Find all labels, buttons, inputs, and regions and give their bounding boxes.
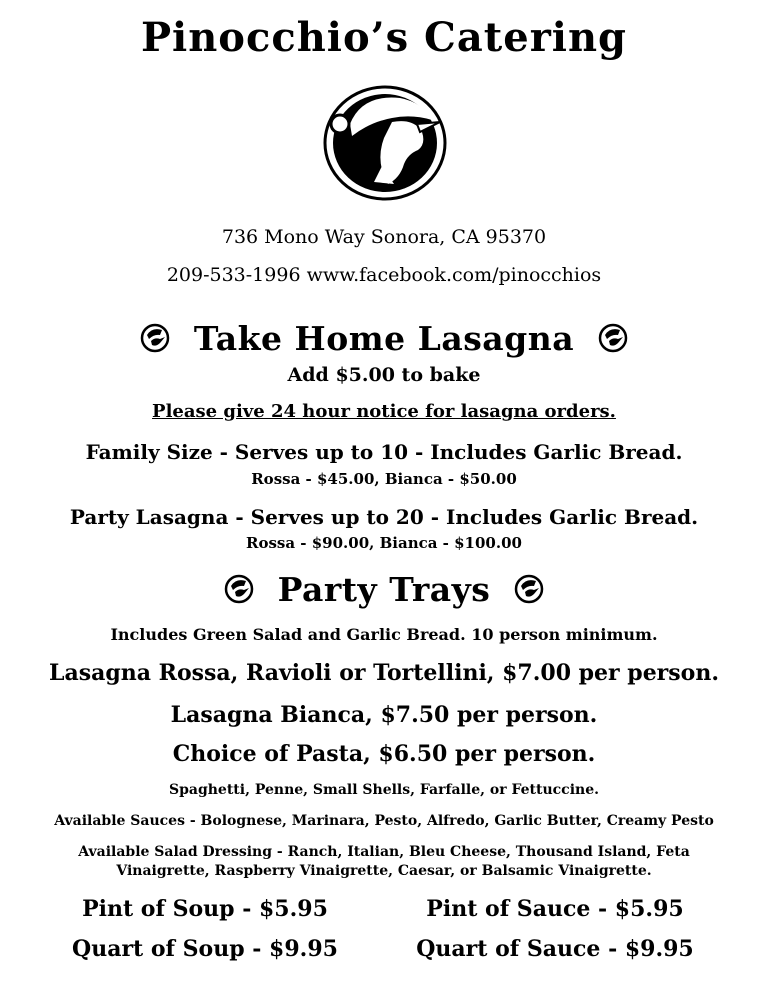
phone-and-website: 209-533-1996 www.facebook.com/pinocchios: [166, 264, 602, 286]
order-notice: Please give 24 hour notice for lasagna orders.: [152, 401, 616, 422]
section-heading-label: Party Trays: [277, 569, 491, 609]
pint-sauce-price: Pint of Sauce - $5.95: [426, 896, 684, 922]
trays-includes: Includes Green Salad and Garlic Bread. 10 person minimum.: [110, 625, 658, 644]
section-heading-lasagna: [0, 316, 768, 358]
family-size-prices: Rossa - $45.00, Bianca - $50.00: [251, 470, 517, 488]
tray-item-rossa: Lasagna Rossa, Ravioli or Tortellini, $7.00 per person.: [49, 660, 719, 686]
family-size-line: Family Size - Serves up to 10 - Includes Garlic Bread.: [85, 440, 683, 464]
party-lasagna-line: Party Lasagna - Serves up to 20 - Includes Garlic Bread.: [69, 505, 699, 529]
tray-item-pasta: Choice of Pasta, $6.50 per person.: [172, 741, 596, 767]
pinocchio-head-icon: [598, 323, 628, 353]
pasta-options: Spaghetti, Penne, Small Shells, Farfalle, or Fettuccine.: [168, 782, 599, 798]
pinocchio-head-icon: [224, 574, 254, 604]
dressing-options-line2: Vinaigrette, Raspberry Vinaigrette, Caesar, or Balsamic Vinaigrette.: [116, 863, 652, 879]
party-lasagna-prices: Rossa - $90.00, Bianca - $100.00: [246, 534, 522, 552]
section-heading-label: Take Home Lasagna: [193, 318, 575, 358]
pint-soup-price: Pint of Soup - $5.95: [82, 896, 328, 922]
quart-sauce-price: Quart of Sauce - $9.95: [416, 936, 694, 962]
bake-note: Add $5.00 to bake: [287, 364, 481, 386]
pinocchio-head-icon: [514, 574, 544, 604]
quart-soup-price: Quart of Soup - $9.95: [72, 936, 338, 962]
tray-item-bianca: Lasagna Bianca, $7.50 per person.: [170, 702, 598, 728]
pinocchio-head-icon: [140, 323, 170, 353]
page-title: Pinocchio’s Catering: [140, 14, 628, 61]
address: 736 Mono Way Sonora, CA 95370: [221, 226, 547, 248]
pinocchio-logo-icon: [322, 84, 448, 202]
dressing-options-line1: Available Salad Dressing - Ranch, Italian, Bleu Cheese, Thousand Island, Feta: [78, 844, 690, 860]
sauce-options: Available Sauces - Bolognese, Marinara, Pesto, Alfredo, Garlic Butter, Creamy Pesto: [54, 813, 714, 829]
section-heading-trays: [0, 567, 768, 609]
